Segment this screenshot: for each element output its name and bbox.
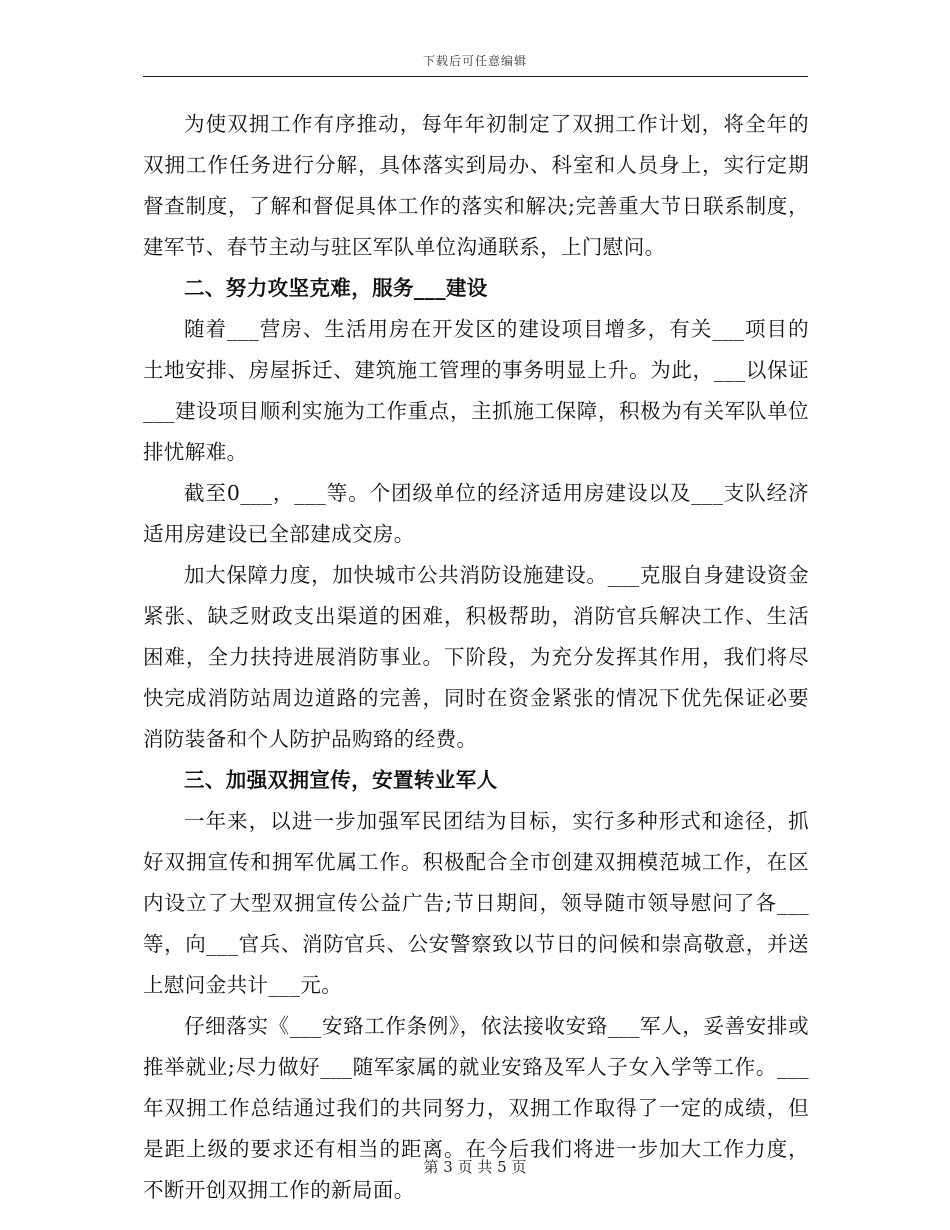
page-header: 下载后可任意编辑 <box>422 54 527 68</box>
section-heading-3: 三、加强双拥宣传，安置转业军人 <box>184 768 498 792</box>
page-number: 第 3 页 共 5 页 <box>423 1158 527 1176</box>
paragraph-3: 截至0___，___等。个团级单位的经济适用房建设以及___支队经济适用房建设已全部建成交房。 <box>143 481 809 546</box>
header-divider <box>143 76 808 77</box>
paragraph-6: 仔细落实《___安臵工作条例》，依法接收安臵___军人，妥善安排或推举就业;尽力做好___随军家属的就业安臵及军人子女入学等工作。___年双拥工作总结通过我们的共同努力，双拥工作取得了一定的成绩，但是距上级的要求还有相当的距离。在今后我们将进一步加大工作力度，不断开创双拥工作的新局面。 <box>143 1014 809 1202</box>
paragraph-4: 加大保障力度，加快城市公共消防设施建设。___克服自身建设资金紧张、缺乏财政支出渠道的困难，积极帮助，消防官兵解决工作、生活困难，全力扶持进展消防事业。下阶段，为充分发挥其作用，我们将尽快完成消防站周边道路的完善，同时在资金紧张的情况下优先保证必要消防装备和个人防护品购臵的经费。 <box>143 563 809 751</box>
paragraph-1: 为使双拥工作有序推动，每年年初制定了双拥工作计划，将全年的双拥工作任务进行分解，具体落实到局办、科室和人员身上，实行定期督查制度，了解和督促具体工作的落实和解决;完善重大节日联系制度，建军节、春节主动与驻区军队单位沟通联系，上门慰问。 <box>143 112 809 259</box>
document-body <box>143 104 809 1211</box>
paragraph-5: 一年来，以进一步加强军民团结为目标，实行多种形式和途径，抓好双拥宣传和拥军优属工作。积极配合全市创建双拥模范城工作，在区内设立了大型双拥宣传公益广告;节日期间，领导随市领导慰问了各___等，向___官兵、消防官兵、公安警察致以节日的问候和崇高敬意，并送上慰问金共计___元。 <box>143 809 809 997</box>
section-heading-2: 二、努力攻坚克难，服务___建设 <box>184 276 488 300</box>
paragraph-2: 随着___营房、生活用房在开发区的建设项目增多，有关___项目的土地安排、房屋拆迁、建筑施工管理的事务明显上升。为此，___以保证___建设项目顺利实施为工作重点，主抓施工保障，积极为有关军队单位排忧解难。 <box>143 317 809 464</box>
